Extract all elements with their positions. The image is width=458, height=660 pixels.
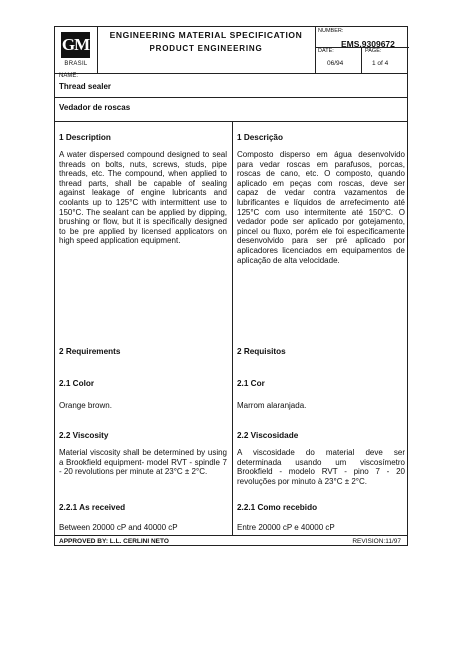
logo-cell <box>55 27 98 73</box>
description-heading: 1 Description <box>59 133 111 142</box>
approved-by: APPROVED BY: L.L. CERLINI NETO <box>59 538 169 545</box>
header-block <box>55 27 407 74</box>
received-heading: 2.2.1 As received <box>59 503 126 512</box>
number-cell <box>315 27 409 73</box>
requirements-heading: 2 Requirements <box>59 347 121 356</box>
logo-subtext: BRASIL <box>64 61 88 67</box>
date-value: 06/94 <box>327 60 344 67</box>
gm-logo: GM <box>61 32 90 58</box>
viscosidade-heading: 2.2 Viscosidade <box>237 431 299 440</box>
color-heading: 2.1 Color <box>59 379 95 388</box>
number-label: NUMBER: <box>318 28 344 34</box>
cor-heading: 2.1 Cor <box>237 379 265 388</box>
viscosity-heading: 2.2 Viscosity <box>59 431 109 440</box>
footer-row <box>55 535 407 548</box>
requisitos-heading: 2 Requisitos <box>237 347 286 356</box>
portuguese-column <box>232 121 408 535</box>
spec-number: EMS.9309672 <box>341 39 395 49</box>
document-frame <box>54 26 408 546</box>
received-text: Between 20000 cP and 40000 cP <box>59 523 178 532</box>
document-title: ENGINEERING MATERIAL SPECIFICATION <box>109 30 303 40</box>
name-row <box>55 73 407 98</box>
name-label: NAME: <box>59 73 79 79</box>
title-cell <box>97 27 316 73</box>
viscosidade-text: A viscosidade do material deve ser determinada usando um viscosímetro Brookfield - modelo RVT - pino 7 - 20 revoluções por minuto à 23°C ± 2°C. <box>237 448 405 486</box>
name-value-pt: Vedador de roscas <box>59 103 131 112</box>
document-subtitle: PRODUCT ENGINEERING <box>149 44 263 53</box>
name-pt-row <box>55 97 407 122</box>
date-label: DATE: <box>318 48 334 54</box>
recebido-text: Entre 20000 cP e 40000 cP <box>237 523 335 532</box>
cor-text: Marrom alaranjada. <box>237 401 307 410</box>
descricao-heading: 1 Descrição <box>237 133 283 142</box>
descricao-text: Composto disperso em água desenvolvido para vedar roscas em parafusos, porcas, roscas de cano, etc. O composto, quando aplicado em peças com roscas, deve ser capaz de vedar contra vazamentos de lubrificantes e líquidos de arrefecimento até 125°C com uso intermitente até 150°C. O vedador pode ser aplicado por gotejamento, pincel ou fluxo, porém ele foi especificamente desenvolvido para ser pré aplicado por aplicadores licenciados em equipamentos de aplicação de alta velocidade. <box>237 150 405 265</box>
page-label: PAGE: <box>365 48 382 54</box>
divider <box>361 47 362 73</box>
description-text: A water dispersed compound designed to seal threads on bolts, nuts, screws, studs, pipe threads, etc. The compound, when applied to thread parts, shall be capable of sealing against leakage of engine lubricants and coolants up to 125°C with intermittent use to 150°C. The sealant can be applied by dipping, brushing or flow, but it is specifically designed to be pre applied by licensed applicators on high speed application equipment. <box>59 150 227 246</box>
name-value: Thread sealer <box>59 82 112 91</box>
recebido-heading: 2.2.1 Como recebido <box>237 503 318 512</box>
page-value: 1 of 4 <box>372 60 389 67</box>
revision-date: REVISION:11/97 <box>352 538 401 545</box>
color-text: Orange brown. <box>59 401 112 410</box>
viscosity-text: Material viscosity shall be determined by using a Brookfield equipment- model RVT - spindle 7 - 20 revolutions per minute at 23°C ± 2°C. <box>59 448 227 477</box>
